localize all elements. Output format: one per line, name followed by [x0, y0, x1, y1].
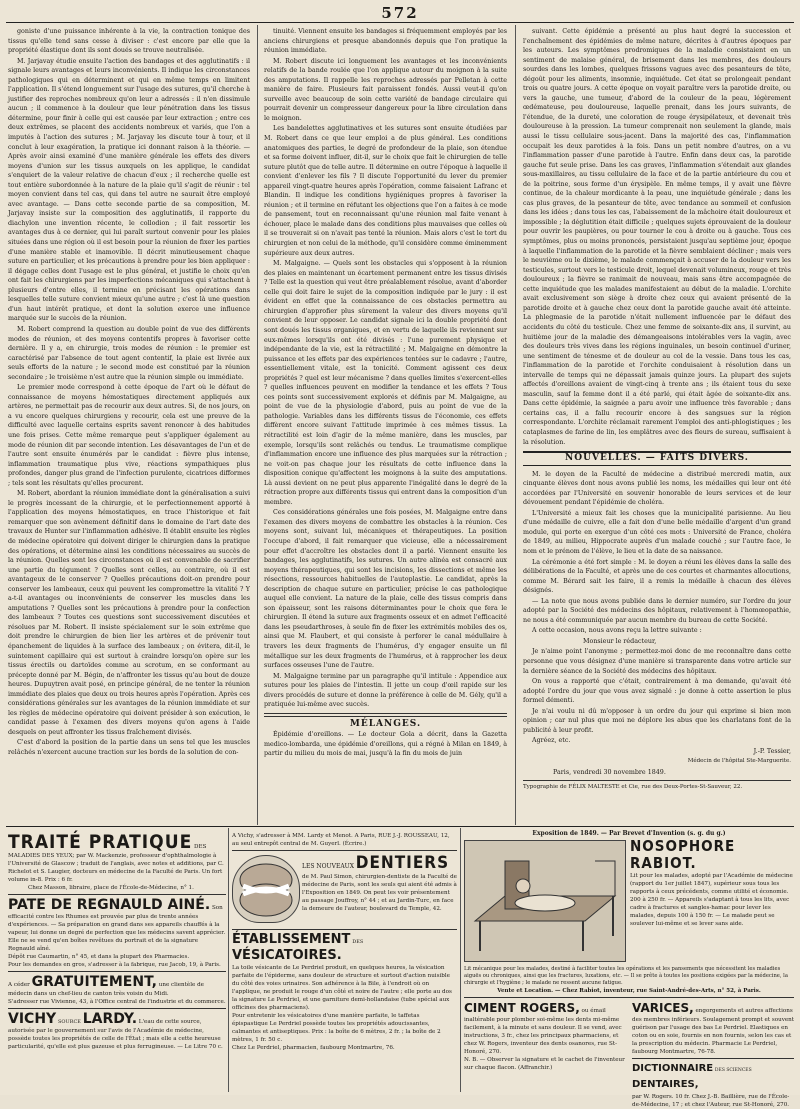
ads-column-right	[464, 830, 795, 1108]
paragraph: Je n'aime point l'anonyme ; permettez-moi donc de me reconnaître dans cette personne que vous désignez d'une manière si transparente dans votre article sur la dernière séance de la Société des médecins des hôpitaux.	[523, 648, 791, 675]
paragraph: A cette occasion, nous avons reçu la lettre suivante :	[532, 627, 702, 635]
ad-dentiers-text	[302, 853, 457, 913]
ad-text: Chez Le Perdriel, pharmacien, faubourg Montmartre, 76.	[232, 1045, 395, 1051]
divider	[232, 929, 457, 930]
paragraph: C'est d'abord la position de la partie dans un sens tel que les muscles relâchés n'exercent aucune traction sur les bords de la solution de con-	[8, 739, 250, 757]
bed-illustration	[464, 840, 626, 962]
date-line: Paris, vendredi 30 novembre 1849.	[553, 769, 666, 777]
ad-text: engorgements et autres affections des membres inférieurs. Soulagement prompt et souvent guérison par l'usage des bas Le Perdriel. Elastiques en coton ou en soie, fournis en non fournis, selon les cas et la prescription du médecin. Pharmacie Le Perdriel, faubourg Montmartre, 76-78.	[632, 1008, 795, 1055]
ad-title: CIMENT ROGERS,	[464, 1001, 580, 1015]
section-rule	[264, 713, 507, 717]
column-divider	[257, 25, 258, 825]
paragraph: M. Jarjavay étudie ensuite l'action des bandages et des agglutinatifs : il signale leurs avantages et leurs inconvénients. Il indique les circonstances pathologiques qui en déterminent et qui en même temps en limitent l'application. Il s'étend longuement sur l'usage des sutures, qu'il cherche à justifier des reproches nombreux qu'on leur a adressés : il n'en dissimule aucun ; il commence à la douleur que leur pénétration dans les tissus détermine, pour finir à celle qui est causée par leur extraction ; entre ces deux extrêmes, se placent des accidents nombreux et variés, que l'on a imputés à l'action des sutures ; M. Jarjavay les discute tour à tour, et il conclut à leur exagération, la pratique ici donnant raison à la théorie. — Après avoir ainsi examiné d'une manière générale les effets des divers moyens d'union sur les tissus auxquels on les applique, le candidat s'enquiert de la valeur relative de chacun d'eux ; il recherche quelle est tout entière subordonnée à la nature de la plaie qu'il s'agit de réunir : tel moyen convient dans tel cas, qui dans tel autre ne saurait être employé avec avantage. — Dans cette seconde partie de sa composition, M. Jarjavay insiste sur la composition des agglutinatifs, il rapporte du diachylon une invention récente, le collodion ; il fait ressortir les avantages dus à ce dernier, qui lui paraît surtout convenir pour les plaies situées dans une région où il est besoin pour la réunion de fixer les parties d'une manière stable et inamovible. Il décrit minutieusement chaque suture en particulier, et les précautions à prendre pour les bien appliquer : il dégage celles dont l'usage est le plus général, et justifie le choix qu'en ont fait les chirurgiens par les imperfections mécaniques qui s'attachent à plusieurs d'entre elles, il termine en précisant les opérations dans lesquelles telle suture convient mieux qu'une autre ; c'est là une question d'un haut intérêt pratique, et dont la solution exerce une influence marquée sur le succès de la réunion.	[8, 57, 250, 323]
ad-title: DENTIERS	[355, 853, 450, 873]
paragraph: Monsieur le rédacteur,	[583, 637, 657, 645]
ad-text: par W. Rogers. 10 fr. Chez J.-B. Baillière, rue de l'École-de-Médecine, 17 ; et chez l'Auteur, rue St-Honoré, 270.	[632, 1094, 790, 1108]
paragraph: M. Robert, abordant la réunion immédiate dont la généralisation a suivi le progrès incessant de la chirurgie, et le perfectionnement apporté à l'application des moyens hémostatiques, en trace l'historique et fait remarquer que son avènement définitif dans le domaine de l'art date des travaux de Hunter sur l'inflammation adhésive. Il établit ensuite les règles de médecine opératoire qui doivent diriger le chirurgien dans la pratique des opérations, et détermine ainsi les conditions nécessaires au succès de la réunion. Quelles sont les circonstances où il est convenable de sacrifier une partie du tégument ? Quelles sont celles, au contraire, où il est avantageux de le conserver ? Quelles précautions doit-on prendre pour conserver les lambeaux, ceux qui peuvent les compromettre la vitalité ? Y a-t-il avantages ou inconvénients de conserver les muscles dans les amputations ? Quelles sont les précautions à prendre pour la confection des lambeaux ? Toutes ces questions sont successivement discutées et résolues par M. Robert. Il insiste spécialement sur le soin extrême que doit prendre le chirurgien de bien lier les artères et de prévenir tout épanchement de liquides à la surface des lambeaux ; on évitera, dit-il, le suintement capillaire qui est surtout à craindre lorsqu'on opère sur les tissus érectils ou dartoïdes comme au scrotum, en se conformant au précepte donné par M. Bégin, de n'affronter les tissus qu'au bout de douze heures. Dupuytren avait posé, en principe général, de ne tenter la réunion immédiate des plaies que deux ou trois heures après l'opération. Après ces considérations générales sur les avantages de la réunion immédiate et sur les règles de médecine opératoire qui doivent présider à son exécution, le candidat passe à l'examen des divers moyens qu'on agens à l'aide desquels on peut affronter les tissus fraîchement divisés.	[8, 490, 250, 736]
paragraph: suivant. Cette épidémie a présenté au plus haut degré la succession et l'enchaînement des épidémies de même nature, décrites à d'autres époques par les auteurs. Les symptômes prodromiques de la maladie consistaient en un sentiment de malaise général, de brisement dans les membres, des douleurs sourdes dans les lombes, quelques frissons vagues avec des pesanteurs de tête, dégoût pour les aliments, insomnie, inquiétude. Cet état se prolongeait pendant trois ou quatre jours. A cette époque on voyait paraître vers la parotide droite, ou vers la gauche, une tumeur, d'abord de la couleur de la peau, légèrement œdémateuse, peu douloureuse, laquelle prenait, dans les jours suivants, de l'étendue, de la dureté, une coloration de rouge érysipélateux, et devenait très douloureuse à la pression. La tumeur comprenait non seulement la glande, mais aussi le tissu cellulaire sous-jacent. Dans la majorité des cas, l'inflammation occupait les deux parotides à la fois. Dans un petit nombre d'autres, on a vu l'inflammation passer d'une parotide à l'autre. Enfin dans deux cas, la parotide gauche fut seule prise. Dans les cas graves, l'inflammation s'étendait aux glandes sous-maxillaires, au tissu cellulaire de la face et de la partie antérieure du cou et de la poitrine, sous forme d'un érysipèle. En même temps, il y avait une fièvre continue, de la chaleur mordicante à la peau, une inquiétude générale ; dans les cas plus graves, de la pesanteur de tête, avec tendance au sommeil et confusion dans les idées ; dans tous les cas, l'abaissement de la mâchoire était douloureux et impossible ; la déglutition était difficile ; quelques sujets éprouvaient de la douleur pour ouvrir les paupières, ou pour tourner le cou à droite ou à gauche. Tous ces symptômes, plus ou moins prononcés, persistaient jusqu'au septième jour, époque à laquelle l'inflammation de la parotide et la fièvre semblaient décliner ; mais vers le neuvième ou le dixième, le malade commençait à accuser de la douleur vers les testicules, surtout vers le testicule droit, lequel devenait volumineux, rouge et très douloureux ; la fièvre se ranimait de nouveau, mais sans être accompagnée de cette inquiétude que les malades manifestaient au début de la maladie. L'orchite avait exclusivement son siège à droite chez ceux qui avaient présenté de la parotide droite et à gauche chez ceux dont la parotide gauche avait été atteinte. La phlegmasie de la parotide n'était nullement influencée par le défaut des accidents du côté du testicule. Chez une femme de soixante-dix ans, il survint, au huitième jour de la maladie des démangeaisons intolérables vers la vagin, avec des douleurs très vives dans les régions inguinales, un besoin continuel d'uriner, une sentiment de ténesme et de douleur au col de la vessie. Dans tous les cas, l'inflammation de la parotide et l'orchite conduisaient à résolution dans un intervalle de temps qui ne dépassait jamais quinze jours. La plupart des sujets affectés d'oreillons avaient de vingt-cinq à trente ans ; ils étaient tous du sexe masculin, sauf la femme dont il a été parlé, qui était âgée de soixante-dix ans. Dans cette épidémie, la saignée a paru avoir une influence très favorable ; dans certains cas, il a fallu recourir encore à des sangsues sur la région correspondante. L'orchite réclamait rarement l'emploi des anti-phlogistiques ; les cataplasmes de farine de lin, les emplâtres avec des fleurs de sureau, suffisaient à la résolution.	[523, 28, 791, 446]
ad-text: La toile vésicante de Le Perdriel produit, en quelques heures, la vésication parfaite de l'épiderme, sans douleur de structure et surtout d'action nuisible du côté des voies urinaires. Son adhérence à la Bile, à l'endroit où on l'applique, ne produit le rouge d'un côté et noire de l'autre ; elle porte au dos la signature Le Perdriel, et une garniture demi-hollandaise (tube spécial aux officines des pharmaciens).	[232, 965, 452, 1011]
ad-title: VÉSICATOIRES.	[232, 948, 342, 963]
ad-text: de M. Paul Simon, chirurgien-dentiste de la Faculté de médecine de Paris, sont les seuls qui aient été admis à l'Exposition en 1849. On peut les voir présentement au passage Jouffroy, n° 44 ; et au Jardin-Turc, en face la demeure de l'auteur, boulevard du Temple, 42.	[302, 874, 457, 912]
ad-text: Lit mécanique pour les malades, destiné à faciliter toutes les opérations et les pansements que nécessitent les maladies aiguës ou chroniques, ainsi que les fractures, luxations, etc. — Il se prête à toutes les positions exigées par la médecine, la chirurgie et l'hygiène ; le malade ne ressent aucune fatigue.	[464, 966, 788, 986]
ad-varices-dict	[632, 1000, 794, 1109]
section-title-nouvelles: NOUVELLES. — FAITS DIVERS.	[565, 453, 749, 464]
paragraph: Les bandelettes agglutinatives et les sutures sont ensuite étudiées par M. Robert dans ce que leur emploi a de plus général. Les conditions anatomiques des parties, le degré de profondeur de la plaie, son étendue et sa forme doivent influer, dit-il, sur le choix que fait le chirurgien de telle suture plutôt que de telle autre. Il détermine en outre l'époque à laquelle il convient d'enlever les fils ? Il discute l'opportunité du lever du premier appareil vingt-quatre heures après l'opération, comme faisaient Lafranc et Blandin. Il indique les conditions hygiéniques propres à favoriser la réunion ; et il termine en réfutant les objections que l'on a faites à ce mode de pansement, tout en reconnaissant qu'une réunion mal faite venant à échouer, place le malade dans des conditions plus mauvaises que celles où il se trouverait si on n'avait pas tenté la réunion. Mais alors c'est le tort du chirurgien et non celui de la méthode, qu'il considère comme éminemment supérieure aux deux autres.	[264, 125, 507, 257]
ad-text: DES MALADIES DES YEUX; par W. Mackenzie, professeur d'ophthalmologie à l'Université de Glascow ; traduit de l'anglais, avec notes et additions, par C. Richelot et S. Laugier, docteurs en médecine de la Faculté de Paris. Un fort volume in-8. Prix : 6 fr.	[8, 844, 224, 883]
column-divider	[515, 25, 516, 825]
header-rule	[6, 22, 794, 23]
ad-vichy	[8, 1011, 226, 1051]
page-number: 572	[381, 4, 419, 22]
ad-publisher: Chez Masson, libraire, place de l'École-de-Médecine, n° 1.	[28, 885, 194, 891]
ad-ciment	[464, 1000, 626, 1109]
paragraph: Ces considérations générales une fois posées, M. Malgaigne entre dans l'examen des divers moyens de combattre les obstacles à la réunion. Ces moyens sont, suivant lui, mécaniques et thérapeutiques. La position l'occupe d'abord, il fait remarquer que vicieuse, elle a nécessairement pour effet d'accroître les obstacles dont il a parlé. Viennent ensuite les bandages, les agglutinatifs, les sutures. Un autre alinéa est consacré aux moyens thérapeutiques, qui sont les incisions, les dissections et même les résections, ressources habituelles de l'autoplastie. Le candidat, après la description de chaque suture en particulier, précise le cas pathologique auquel elle convient. La nature de la plaie, celle des tissus compris dans son épaisseur, sont les raisons déterminantes pour le choix que fera le chirurgien. Il étend la suture aux fragments osseux et en admet l'efficacité dans les pseudarthroses, à seule fin de fixer les extrémités mobiles des os, ainsi que M. Flaubert, et qui consiste à perforer le canal médullaire à travers les deux fragments de l'humérus, d'y engager ensuite un fil métallique sur les deux fragments de l'humérus, et à rapprocher les deux surfaces osseuses l'une de l'autre.	[264, 509, 507, 670]
paragraph: tinuité. Viennent ensuite les bandages si fréquemment employés par les anciens chirurgiens et presque abandonnés depuis que l'on pratique la réunion immédiate.	[264, 28, 507, 55]
signature-name: J.-P. Tessier,	[753, 747, 791, 755]
column-divider	[460, 828, 461, 1092]
ad-text: ou émail inaltérable pour plomber soi-même les dents mi-même facilement, à la minute et sans douleur. Il se vend, avec instructions, 3 fr., chez les principaux pharmaciens, et chez W. Rogers, inventeur des dents osanores, rue St-Honoré, 270.	[464, 1008, 622, 1055]
ad-text: L'eau de cette source, autorisée par le gouvernement sur l'avis de l'Académie de médecine, possède toutes les propriétés de celle de l'État ; mais elle a cette heureuse particularité, qu'elle est plus gazeuse et plus ferrugineuse. — Le Litre 70 c.	[8, 1019, 223, 1050]
signature-title: Médecin de l'hôpital Ste-Marguerite.	[687, 758, 791, 765]
ad-subtitle: LES NOUVEAUX	[302, 863, 354, 870]
paragraph: M. Malgaigne termine par un paragraphe qu'il intitule : Appendice aux sutures pour les plaies de l'intestin. Il jette un coup d'œil rapide sur les divers procédés de suture et donne la préférence à celle de M. Gély, qu'il a pratiquée lui-même avec succès.	[264, 672, 507, 709]
ad-title: DENTAIRES,	[632, 1079, 699, 1090]
paragraph: Le premier mode correspond à cette époque de l'art où le défaut de connaissance de moyens hémostatiques directement appliqués aux artères, ne permettait pas de recourir aux deux autres. Si, de nos jours, on a vu encore quelques chirurgiens y recourir, cela est une preuve de la difficulté avec laquelle certains esprits savent renoncer à des habitudes une fois prises. Cette même remarque peut s'appliquer également au mode de réunion dit par seconde intention. Les désavantages de l'un et de l'autre sont ensuite énumérés par le candidat : fièvre plus intense, inflammation traumatique plus vive, réactions sympathiques plus profondes, danger plus grand de l'infection purulente, cicatrices difformes ; tels sont les résultats qu'elles procurent.	[8, 384, 250, 487]
ad-text: une clientèle de médecin dans un chef-lieu de canton très voisin du Midi.	[8, 982, 204, 997]
paragraph: — La note que nous avons publiée dans le dernier numéro, sur l'ordre du jour adopté par la Société des médecins des hôpitaux, relativement à l'homœopathie, ne nous a été communiquée par aucun membre du bureau de cette Société.	[523, 597, 791, 624]
paragraph: La cérémonie a été fort simple : M. le doyen a réuni les élèves dans la salle des délibérations de la Faculté, et après une de ces courtes et charmantes allocutions, comme M. Bérard sait les faire, il a remis la médaille à chacun des élèves désignés.	[523, 558, 791, 595]
ad-traite	[8, 832, 226, 892]
ads-column-middle	[232, 832, 457, 1090]
ad-text: Son efficacité contre les Rhumes est prouvée par plus de trente années d'expériences. — Sa préparation en grand dans ses appareils chauffés à la vapeur, lui donne un degré de perfection que les médecins savent apprécier.	[8, 905, 226, 936]
ad-text: Vente et Location. — Chez Rabiot, inventeur, rue Saint-André-des-Arts, n° 52, à Paris.	[497, 988, 761, 994]
ad-title: PATE DE REGNAULD AINÉ.	[8, 897, 211, 913]
ad-title: VARICES,	[632, 1001, 694, 1015]
paragraph: L'Université a mieux fait les choses que la municipalité parisienne. Au lieu d'une médaille de cuivre, elle a fait don d'une belle médaille d'argent d'un grand module, qui porte en exergue d'un côté ces mots : Université de France, choléra de 1849, au milieu, Hippocrate auprès d'un malade couché ; sur l'autre face, le nom et le prénom de l'élève, le lieu et la date de sa naissance.	[523, 509, 791, 555]
paragraph: On vous a rapporté que c'était, contrairement à ma demande, qu'avait été adopté l'ordre du jour que vous avez signalé : je donne à cette assertion le plus formel démenti.	[523, 678, 791, 705]
ads-rule	[6, 826, 794, 827]
divider	[523, 780, 791, 781]
divider	[464, 997, 794, 998]
ad-vichy-address: A Vichy, s'adresser à MM. Lardy et Menot. A Paris, RUE J.-J. ROUSSEAU, 12, au seul entrepôt central de M. Guyerl. (Écrire.)	[232, 833, 450, 847]
ad-pate	[8, 897, 226, 969]
paragraph: M. le doyen de la Faculté de médecine a distribué mercredi matin, aux cinquante élèves dont nous avons publié les noms, les médailles qui leur ont été accordées par l'Université en souvenir honorable de leurs services et de leur dévouement pendant l'épidémie de choléra.	[523, 470, 791, 507]
paragraph: Agréez, etc.	[532, 737, 571, 745]
ad-vesicatoires	[232, 932, 457, 1052]
ads-column-left	[8, 832, 226, 1090]
ad-title: ÉTABLISSEMENT	[232, 932, 351, 947]
mechanical-bed-icon	[465, 841, 625, 961]
ad-dentiers	[232, 853, 457, 927]
column-divider	[228, 828, 229, 1092]
ad-text: N. B. — Observer la signature et le cachet de l'inventeur sur chaque flacon. (Affranchir.)	[464, 1057, 625, 1071]
column-3	[523, 27, 791, 823]
paragraph: Je n'ai voulu ni dû m'opposer à un ordre du jour qui exprime si bien mon opinion ; car nul plus que moi ne déplore les abus que les charlatans font de la publicité à leur profit.	[523, 707, 791, 734]
dentures-illustration	[232, 855, 300, 923]
ad-text: S'adresser rue Vivienne, 43, à l'Office central de l'industrie et du commerce.	[8, 999, 226, 1005]
ad-subtitle: SOURCE	[57, 1019, 81, 1025]
section-header-box	[523, 451, 791, 466]
divider	[8, 971, 226, 972]
ad-text: Lit pour les malades, adopté par l'Académie de médecine (rapport du 1er juillet 1847), supérieur sous tous les rapports à ceux précédents, comme utilité et économie. 200 à 250 fr. — Appareils s'adaptant à tous les lits, avec cadre à fractures et sangles-hamac pour lever les malades, depuis 100 à 150 fr. — Le malade peut se soulever lui-même et se lever sans aide.	[630, 873, 793, 927]
ad-text: Dépôt rue Caumartin, n° 45, et dans la plupart des Pharmacies.	[8, 954, 190, 960]
ad-text: A céder	[8, 982, 30, 988]
ad-title: GRATUITEMENT,	[31, 974, 157, 990]
dentures-icon	[233, 856, 299, 922]
ad-row	[464, 1000, 794, 1109]
ad-text: Elle ne se vend qu'en boîtes revêtues du portrait et de la signature Regnauld aîné.	[8, 938, 199, 952]
ad-text: Pour entretenir les vésicatoires d'une manière parfaite, le taffetas épispastique Le Perdriel possède toutes les propriétés adoucissantes, calmantes et antiseptiques. Prix : la boîte de 6 mètres, 2 fr. ; la boîte de 2 mètres, 1 fr. 50 c.	[232, 1013, 441, 1043]
ad-nosophore-text	[630, 838, 794, 928]
column-1	[8, 27, 250, 823]
ad-title: DICTIONNAIRE	[632, 1063, 714, 1074]
paragraph: M. Malgaigne. — Quels sont les obstacles qui s'opposent à la réunion des plaies en maintenant un écartement permanent entre les tissus divisés ? Telle est la question qui veut être préalablement résolue, avant d'aborder celle qui doit faire le sujet de la composition indiquée par le jury : il est évident en effet que la connaissance de ces obstacles permettra au chirurgien d'approfier plus sûrement la valeur des divers moyens qu'il convient de leur opposer. Le candidat signale ici la double propriété dont sont doués les tissus organiques, et en vertu de laquelle ils reviennent sur eux-mêmes lorsqu'ils ont été divisés : l'une purement physique et indépendante de la vie, est la rétractilité ; M. Malgaigne en démontre la puissance et les effets par des expériences tentées sur le cadavre ; l'autre, essentiellement vitale, est la tonicité. Comment agissent ces deux propriétés ? quel est leur mécanisme ? dans quelles limites s'exercent-elles ? quelles influences peuvent en modifier la tendance et les effets ? Tous ces points sont successivement explorés et définis par M. Malgaigne, au point de vue de la physiologie d'abord, puis au point de vue de la pathologie. Variables dans les différents tissus de l'économie, ces effets diffèrent encore suivant l'attitude imprimée à ces mêmes tissus. La rétractilité est loin d'agir de la même manière, dans les muscles, par exemple, lorsqu'ils sont relâchés ou tendus. Le traumatisme complique d'inflammation encore une influence des plus marquées sur la rétraction ; ne voit-on pas chaque jour les résultats de cette influence dans la disposition conique qu'affectent les moignons à la suite des amputations. Là aussi devient on ne peut plus apparente l'inégalité dans le degré de la rétraction propre aux différents tissus qui entrent dans la composition d'un membre.	[264, 260, 508, 506]
printer-line: Typographie de FÉLIX MALTESTE et Cie, rue des Deux-Portes-St-Sauveur, 22.	[523, 783, 743, 790]
paragraph: M. Robert discute ici longuement les avantages et les inconvénients relatifs de la bande roulée que l'on applique autour du moignon à la suite des amputations. Il rappelle les reproches adressés par Pelletan à cette manière de faire. Plusieurs fait paraissent fondés. Aussi veut-il qu'on surveille avec beaucoup de soin cette variété de bandage circulaire qui pourrait devenir un compresseur dangereux pour la libre circulation dans le moignon.	[264, 57, 507, 122]
divider	[632, 1058, 794, 1059]
paragraph: M. Robert comprend la question au double point de vue des différents modes de réunion, et des moyens contentifs propres à favoriser cette dernière. Il y a, en chirurgie, trois modes de réunion : le premier est caractérisé par l'absence de tout agent contentif, la plaie est livrée aux seuls efforts de la nature ; le second mode est constitué par la réunion secondaire ; le troisième n'est autre que la réunion simple ou immédiate.	[8, 325, 250, 381]
divider	[232, 850, 457, 851]
ad-title: TRAITÉ PRATIQUE	[8, 831, 193, 853]
ad-title: VICHY	[8, 1011, 57, 1027]
ad-subtitle: DES SCIENCES	[714, 1068, 752, 1073]
section-title-melanges: MÉLANGES.	[349, 718, 422, 729]
column-2	[264, 27, 507, 823]
ad-subtitle: DES	[352, 939, 364, 945]
divider	[8, 1008, 226, 1009]
ad-title: LARDY.	[82, 1011, 138, 1027]
ad-expo-title: Exposition de 1849. — Par Brevet d'Invention (s. g. du g.)	[532, 830, 726, 837]
paragraph: Épidémie d'oreillons. — Le docteur Gola a décrit, dans la Gazetta medico-lombarda, une épidémie d'oreillons, qui a régné à Milan en 1849, à partir du milieu du mois de mai, jusqu'à la fin du mois de juin	[264, 731, 507, 758]
divider	[8, 894, 226, 895]
ad-text: Pour les demandes en gros, s'adresser à la fabrique, rue Jacob, 19, à Paris.	[8, 962, 221, 968]
ad-title: NOSOPHORE RABIOT.	[630, 837, 736, 872]
ad-gratuit	[8, 974, 226, 1006]
ad-nosophore	[464, 838, 794, 966]
paragraph: goniste d'une puissance inhérente à la vie, la contraction tonique des tissus qu'elle tend sans cesse à diviser : c'est encore par elle que la propriété élastique dont ils sont doués se trouve neutralisée.	[8, 28, 250, 55]
